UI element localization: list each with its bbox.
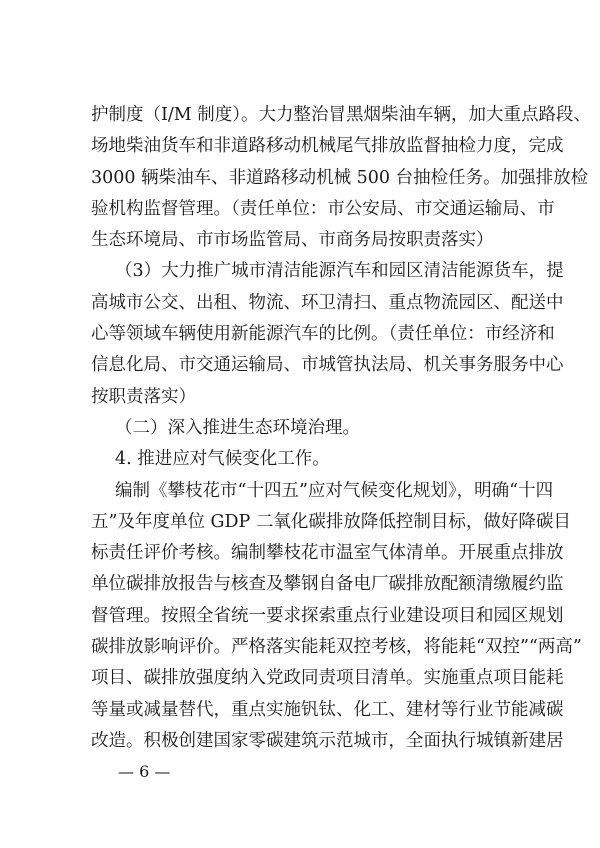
text-line: 编制《攀枝花市“十四五”应对气候变化规划》，明确“十四 [115,480,554,501]
text-line: 护制度（I/M 制度）。大力整治冒黑烟柴油车辆，加大重点路段、 [91,105,592,125]
text-line: （二）深入推进生态环境治理。 [115,417,360,438]
text-line: 信息化局、市交通运输局、市城管执法局、机关事务服务中心 [91,355,564,376]
text-line: 生态环境局、市市场监管局、市商务局按职责落实） [91,230,494,251]
document-body [91,100,592,757]
text-line: 项目、碳排放强度纳入党政同责项目清单。实施重点项目能耗 [91,668,564,689]
page-number: — 6 — [118,762,171,781]
text-line: 按职责落实） [91,386,196,407]
text-line: 验机构监督管理。（责任单位：市公安局、市交通运输局、市 [91,198,555,219]
text-line: 标责任评价考核。编制攀枝花市温室气体清单。开展重点排放 [91,543,564,564]
text-line: 单位碳排放报告与核查及攀钢自备电厂碳排放配额清缴履约监 [91,574,564,595]
text-line: 督管理。按照全省统一要求探索重点行业建设项目和园区规划 [91,605,564,626]
text-line: 高城市公交、出租、物流、环卫清扫、重点物流园区、配送中 [91,292,564,313]
text-line: 等量或减量替代，重点实施钒钛、化工、建材等行业节能减碳 [91,699,564,720]
text-line: 场地柴油货车和非道路移动机械尾气排放监督抽检力度，完成 [91,136,564,157]
text-line: 心等领域车辆使用新能源汽车的比例。（责任单位：市经济和 [91,324,555,345]
text-line: 五”及年度单位 GDP 二氧化碳排放降低控制目标，做好降碳目 [91,511,571,532]
text-line: 3000 辆柴油车、非道路移动机械 500 台抽检任务。加强排放检 [91,167,589,188]
text-line: 碳排放影响评价。严格落实能耗双控考核，将能耗“双控”“两高” [91,637,582,658]
text-line: 改造。积极创建国家零碳建筑示范城市，全面执行城镇新建居 [91,730,564,751]
text-line: （3）大力推广城市清洁能源汽车和园区清洁能源货车，提 [115,261,564,282]
text-line: 4. 推进应对气候变化工作。 [115,449,330,470]
